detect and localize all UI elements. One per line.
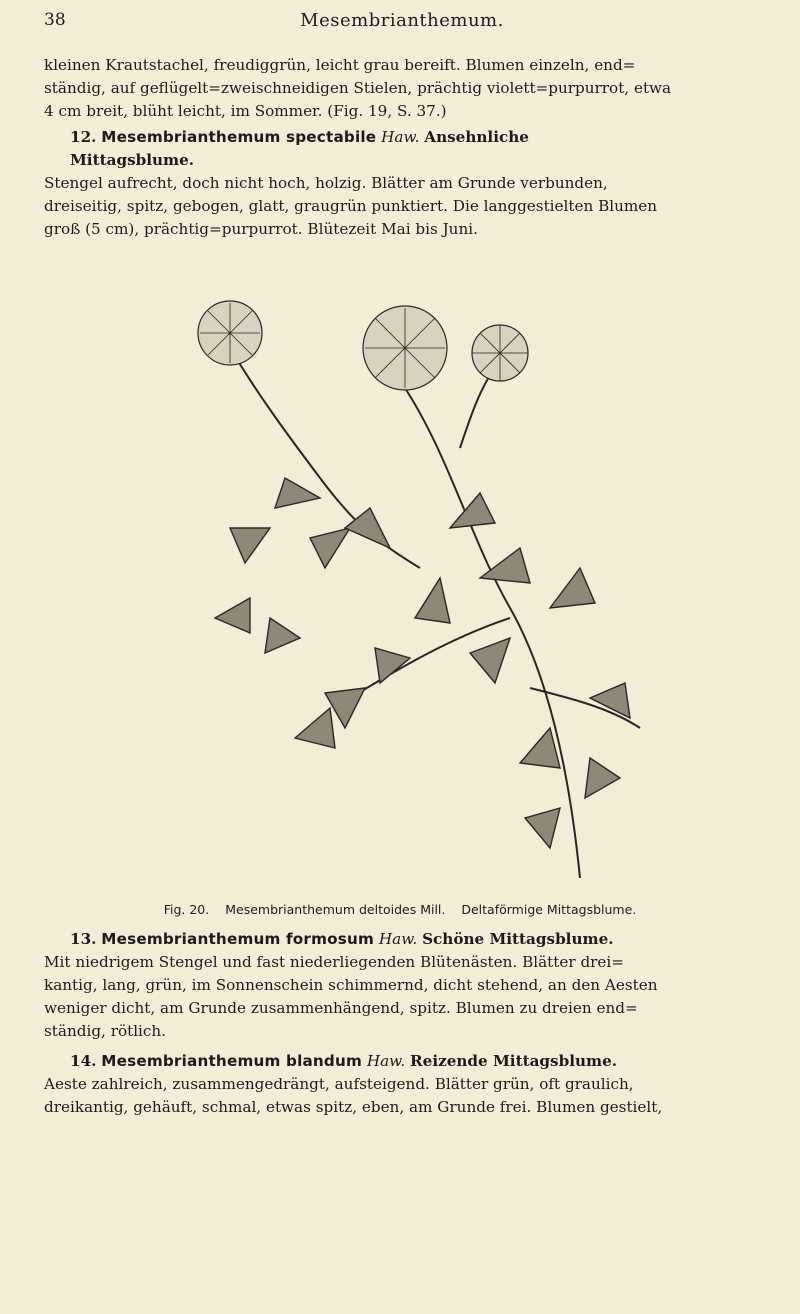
- entry-heading: [44, 126, 762, 149]
- entry-12: [44, 126, 762, 241]
- text-line: Aeste zahlreich, zusammengedrängt, aufsteigend. Blätter grün, oft graulich,: [44, 1075, 634, 1093]
- text-line: dreikantig, gehäuft, schmal, etwas spitz, eben, am Grunde frei. Blumen gestielt,: [44, 1098, 663, 1116]
- page-header: [44, 10, 760, 38]
- figure-label: Fig. 20.: [163, 902, 210, 917]
- leaf: [550, 568, 595, 608]
- text-line: dreiseitig, spitz, gebogen, glatt, graugrün punktiert. Die langgestielten Blumen: [44, 197, 658, 215]
- common-name-cont: Mittagsblume.: [70, 151, 195, 169]
- author: Haw.: [378, 930, 418, 948]
- common-name: Schöne Mittagsblume.: [422, 930, 614, 948]
- flower-rays-top: [365, 308, 445, 388]
- page-number: 38: [44, 10, 66, 30]
- text-line: groß (5 cm), prächtig=purpurrot. Blütezeit Mai bis Juni.: [44, 220, 478, 238]
- leaf: [470, 638, 510, 683]
- text-line: ständig, rötlich.: [44, 1022, 167, 1040]
- latin-name: Mesembrianthemum formosum: [101, 930, 375, 948]
- leaf: [295, 708, 335, 748]
- leaf: [215, 598, 250, 633]
- text-line: weniger dicht, am Grunde zusammenhängend, spitz. Blumen zu dreien end=: [44, 999, 638, 1017]
- mesembrianthemum-drawing: [150, 278, 650, 888]
- text-line: kantig, lang, grün, im Sonnenschein schimmernd, dicht stehend, an den Aesten: [44, 976, 658, 994]
- leaf: [520, 728, 560, 768]
- figure-latin: Mesembrianthemum deltoides Mill.: [225, 902, 446, 917]
- entry-number: 14.: [70, 1052, 97, 1070]
- author: Haw.: [381, 128, 420, 146]
- upper-branch: [460, 368, 495, 448]
- flower-rays-right: [472, 325, 528, 381]
- running-title: Mesembrianthemum.: [300, 10, 504, 31]
- text-line: Mit niedrigem Stengel und fast niederliegenden Blütenästen. Blätter drei=: [44, 953, 624, 971]
- entry-number: 13.: [70, 930, 97, 948]
- leaf: [415, 578, 450, 623]
- leaf: [265, 618, 300, 653]
- entry-14: [44, 1050, 762, 1119]
- entry-heading: [44, 928, 762, 951]
- plant-illustration: [150, 278, 650, 888]
- leaf: [230, 528, 270, 563]
- leaf: [585, 758, 620, 798]
- entry-13: [44, 928, 762, 1043]
- leaf: [450, 493, 495, 528]
- leaf: [525, 808, 560, 848]
- leaf: [345, 508, 390, 548]
- entry-heading-cont: [44, 149, 762, 172]
- author: Haw.: [366, 1052, 406, 1070]
- flower-rays-left: [200, 303, 260, 363]
- entry-number: 12.: [70, 128, 97, 146]
- text-line: ständig, auf geflügelt=zweischneidigen Stielen, prächtig violett=purpurrot, etwa: [44, 79, 672, 97]
- paragraph-continued: [44, 54, 762, 123]
- common-name: Reizende Mittagsblume.: [410, 1052, 618, 1070]
- common-name: Ansehnliche: [424, 128, 529, 146]
- latin-name: Mesembrianthemum spectabile: [101, 128, 377, 146]
- text-line: kleinen Krautstachel, freudiggrün, leicht grau bereift. Blumen einzeln, end=: [44, 56, 636, 74]
- figure-german: Deltaförmige Mittagsblume.: [461, 902, 637, 917]
- leaf: [275, 478, 320, 508]
- main-stem: [405, 388, 580, 878]
- leaf: [310, 528, 350, 568]
- text-line: 4 cm breit, blüht leicht, im Sommer. (Fig. 19, S. 37.): [44, 102, 447, 120]
- figure-caption: [0, 902, 800, 917]
- entry-heading: [44, 1050, 762, 1073]
- latin-name: Mesembrianthemum blandum: [101, 1052, 363, 1070]
- text-line: Stengel aufrecht, doch nicht hoch, holzig. Blätter am Grunde verbunden,: [44, 174, 608, 192]
